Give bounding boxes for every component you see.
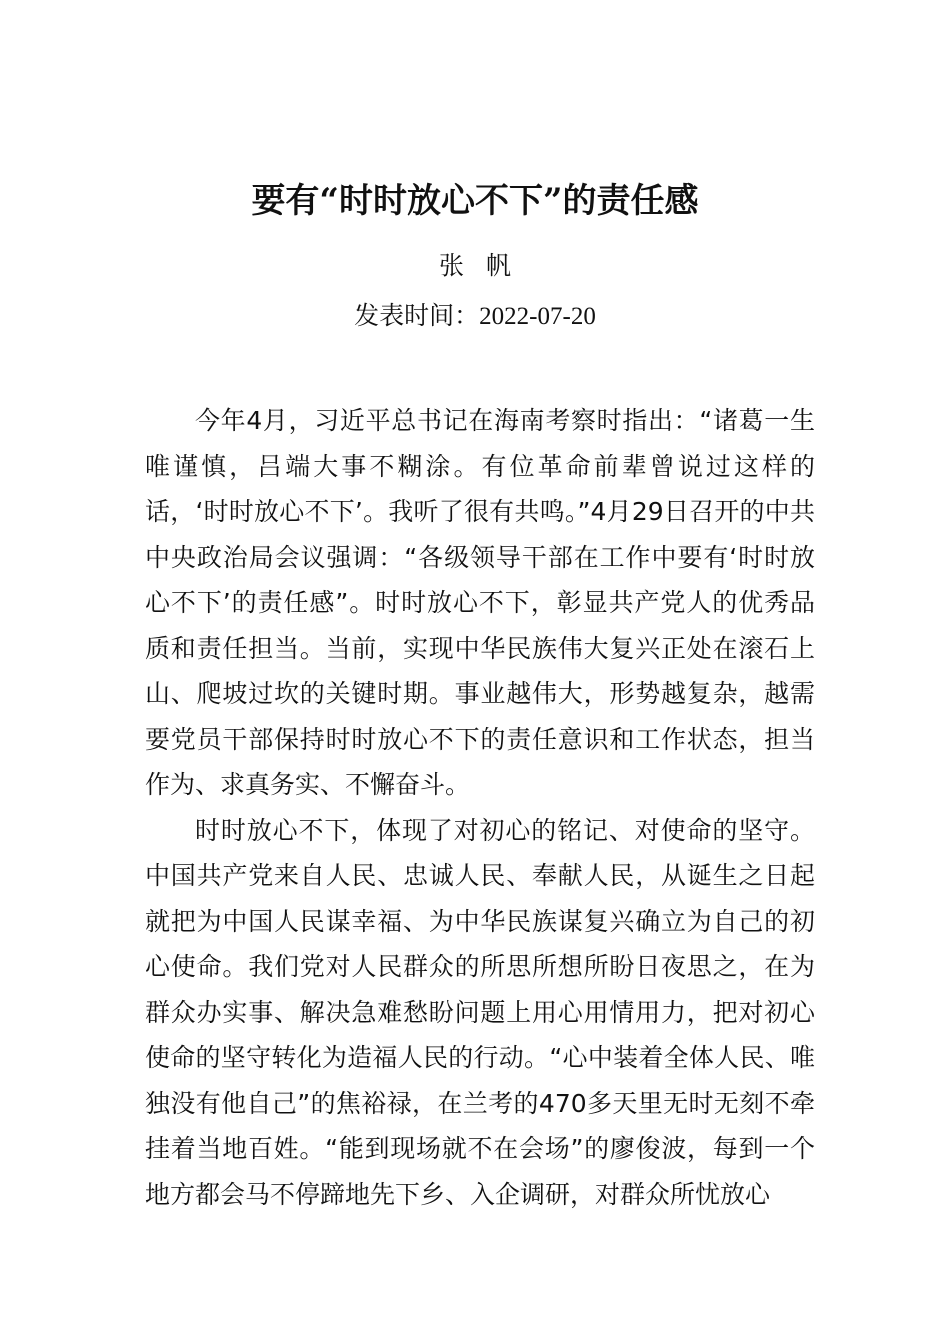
publish-date-value: 2022-07-20 <box>479 303 596 330</box>
paragraph-1: 今年4月，习近平总书记在海南考察时指出：“诸葛一生唯谨慎，吕端大事不糊涂。有位革命前辈曾说过这样的话，‘时时放心不下’。我听了很有共鸣。”4月29日召开的中共中央政治局会议强调：“各级领导干部在工作中要有‘时时放心不下’的责任感”。时时放心不下，彰显共产党人的优秀品质和责任担当。当前，实现中华民族伟大复兴正处在滚石上山、爬坡过坎的关键时期。事业越伟大，形势越复杂，越需要党员干部保持时时放心不下的责任意识和工作状态，担当作为、求真务实、不懈奋斗。 <box>145 406 815 799</box>
publish-date-label: 发表时间： <box>354 301 480 330</box>
publish-date <box>0 296 950 337</box>
article-author: 张帆 <box>438 251 533 280</box>
paragraph-2: 时时放心不下，体现了对初心的铭记、对使命的坚守。中国共产党来自人民、忠诚人民、奉献人民，从诞生之日起就把为中国人民谋幸福、为中华民族谋复兴确立为自己的初心使命。我们党对人民群众的所思所想所盼日夜思之，在为群众办实事、解决急难愁盼问题上用心用情用力，把对初心使命的坚守转化为造福人民的行动。“心中装着全体人民、唯独没有他自己”的焦裕禄，在兰考的470多天里无时无刻不牵挂着当地百姓。“能到现场就不在会场”的廖俊波，每到一个地方都会马不停蹄地先下乡、入企调研，对群众所忧放心 <box>145 815 815 1209</box>
article-body <box>145 398 815 1217</box>
article-title: 要有“时时放心不下”的责任感 <box>251 181 699 221</box>
